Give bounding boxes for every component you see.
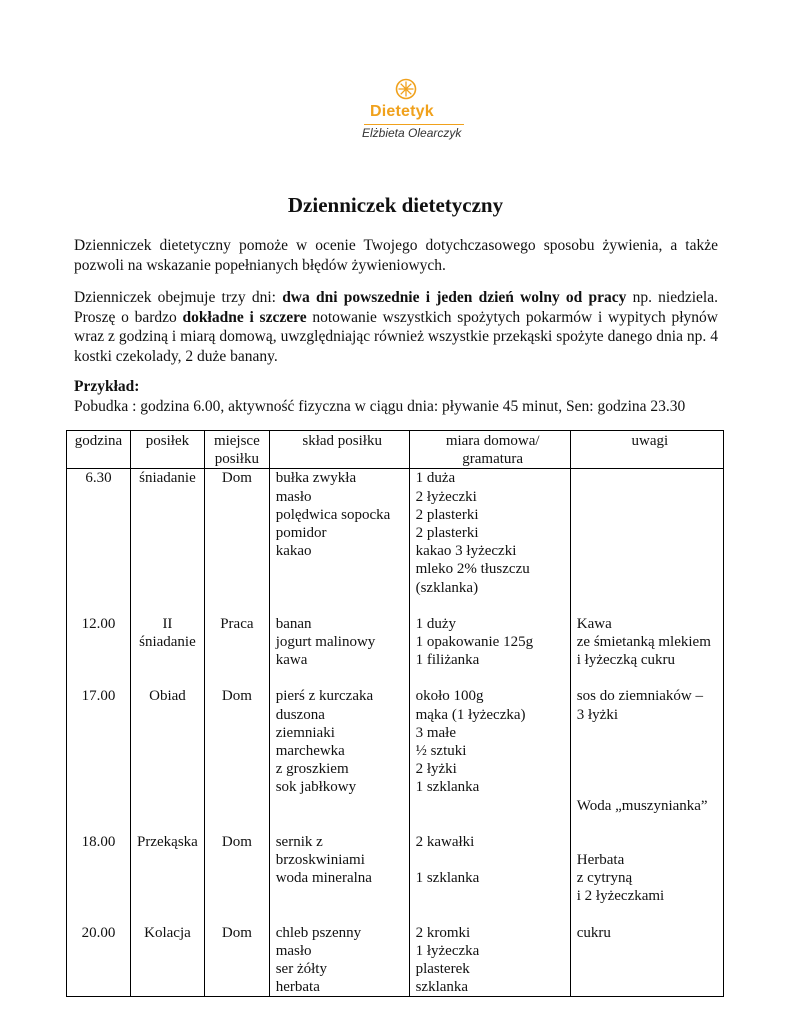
cell-place: [205, 833, 270, 924]
cell-notes-line: [577, 742, 723, 760]
cell-measure-line: mleko 2% tłuszczu: [415, 561, 530, 578]
cell-notes-line: i łyżeczką cukru: [576, 652, 676, 669]
instructions-text-3: notowanie wszystkich spożytych pokarmów i wypitych płynów wraz z godziną i miarą domową, uwzględniając również wszystkie przekąski spożyte danego dnia np. 4 kostki czekolady, 2 duże banany.: [74, 308, 718, 365]
cell-composition-line: duszona: [275, 706, 325, 723]
cell-meal: [130, 924, 204, 997]
cell-measure-line: 2 plasterki: [415, 506, 479, 523]
cell-measure-line: 2 plasterki: [415, 525, 479, 542]
example-line: Pobudka : godzina 6.00, aktywność fizyczna w ciągu dnia: pływanie 45 minut, Sen: godzina 23.30: [74, 397, 686, 415]
cell-time-line: 12.00: [81, 615, 116, 632]
instructions-bold-1: dwa dni powszednie i jeden dzień wolny od pracy: [282, 289, 627, 306]
cell-notes-line: z cytryną: [576, 870, 633, 887]
cell-composition-line: polędwica sopocka: [275, 506, 391, 523]
cell-place: [205, 924, 270, 997]
cell-measure-line: [416, 851, 570, 869]
cell-composition-line: sok jabłkowy: [275, 779, 357, 796]
cell-measure-line: 1 szklanka: [415, 779, 480, 796]
cell-meal-line: Przekąska: [137, 833, 198, 850]
table-row: [67, 833, 724, 924]
cell-composition-line: kakao: [275, 543, 312, 560]
cell-place-line: Dom: [221, 833, 252, 850]
cell-notes: [570, 469, 723, 615]
cell-measure-line: 1 opakowanie 125g: [415, 634, 534, 651]
cell-time: [67, 687, 131, 832]
cell-measure-line: 1 filiżanka: [415, 652, 480, 669]
cell-composition-line: masło: [275, 942, 312, 959]
instructions-text-1: Dzienniczek obejmuje trzy dni:: [74, 289, 283, 306]
cell-notes: [570, 615, 723, 688]
cell-place: [205, 687, 270, 832]
cell-measure-line: 3 małe: [415, 724, 456, 741]
header-measure: miara domowa/ gramatura: [409, 431, 570, 469]
cell-time-line: 20.00: [81, 924, 116, 941]
cell-meal-line: II: [162, 615, 173, 632]
cell-measure-line: szklanka: [415, 979, 469, 996]
cell-place-line: Praca: [220, 615, 254, 632]
citrus-slice-icon: [395, 78, 417, 100]
cell-notes-line: [577, 724, 723, 742]
cell-meal-line: Kolacja: [144, 924, 191, 941]
cell-measure-line: 2 łyżeczki: [415, 488, 477, 505]
cell-notes-line: cukru: [576, 924, 611, 941]
page-title: Dzienniczek dietetyczny: [287, 193, 504, 217]
cell-meal: [130, 469, 204, 615]
cell-composition-line: chleb pszenny: [275, 924, 362, 941]
cell-notes-line: [577, 833, 723, 851]
cell-composition-line: brzoskwiniami: [275, 852, 365, 868]
example-heading: Przykład:: [74, 378, 140, 395]
cell-time-line: 6.30: [85, 470, 112, 487]
cell-measure-line: 2 kromki: [415, 924, 471, 941]
cell-meal: [130, 615, 204, 688]
instructions-text-2: np. niedziela. Proszę o bardzo: [74, 289, 718, 326]
cell-time-line: 18.00: [81, 833, 116, 850]
cell-notes-line: [577, 778, 723, 796]
cell-place-line: Dom: [221, 470, 252, 487]
cell-measure: [409, 833, 570, 924]
cell-measure: [409, 687, 570, 832]
cell-notes: [570, 833, 723, 924]
cell-composition-line: kawa: [275, 652, 308, 669]
cell-place-line: Dom: [221, 924, 252, 941]
cell-composition: [269, 833, 409, 924]
cell-meal-line: Obiad: [149, 688, 186, 705]
header-notes: uwagi: [570, 431, 723, 469]
cell-notes-line: sos do ziemniaków –: [576, 688, 703, 705]
cell-notes-line: [577, 760, 723, 778]
cell-notes: [570, 687, 723, 832]
cell-meal-line: śniadanie: [139, 470, 196, 487]
cell-composition-line: masło: [275, 488, 312, 505]
example-section: [74, 377, 718, 416]
cell-place: [205, 469, 270, 615]
cell-composition-line: pomidor: [275, 525, 327, 542]
cell-time: [67, 469, 131, 615]
table-row: [67, 924, 724, 997]
intro-paragraph: Dzienniczek dietetyczny pomoże w ocenie Twojego dotychczasowego sposobu żywienia, a także pozwoli na wskazanie popełnianych błędów żywieniowych.: [74, 237, 718, 274]
cell-composition-line: sernik z: [275, 833, 323, 850]
cell-notes-line: ze śmietanką mlekiem: [576, 634, 711, 651]
cell-notes-line: Kawa: [576, 615, 612, 632]
cell-composition: [269, 615, 409, 688]
cell-measure-line: 2 kawałki: [415, 833, 475, 850]
logo-divider: [364, 124, 464, 125]
cell-notes-line: 3 łyżki: [576, 706, 619, 723]
logo-name: Elżbieta Olearczyk: [362, 126, 462, 140]
cell-time-line: 17.00: [81, 688, 116, 705]
logo: [340, 78, 480, 144]
cell-measure-line: kakao 3 łyżeczki: [415, 543, 517, 560]
cell-notes: [570, 924, 723, 997]
instructions-bold-2: dokładne i szczere: [182, 308, 307, 326]
cell-meal: [130, 687, 204, 832]
cell-meal: [130, 833, 204, 924]
cell-notes-line: Herbata: [576, 851, 625, 868]
cell-measure-line: (szklanka): [415, 579, 479, 596]
cell-composition-line: marchewka: [275, 743, 345, 760]
cell-measure-line: 1 szklanka: [415, 870, 480, 887]
cell-composition-line: pierś z kurczaka: [275, 688, 374, 705]
table-header-row: [67, 431, 724, 469]
diary-table: [66, 430, 724, 997]
instructions-paragraph: [74, 288, 718, 366]
table-row: [67, 615, 724, 688]
cell-measure-line: mąka (1 łyżeczka): [415, 706, 526, 723]
cell-time: [67, 924, 131, 997]
cell-composition-line: jogurt malinowy: [275, 634, 376, 651]
cell-measure: [409, 924, 570, 997]
cell-composition: [269, 924, 409, 997]
cell-composition-line: ser żółty: [275, 961, 327, 977]
cell-measure-line: około 100g: [415, 688, 484, 705]
cell-measure-line: 1 łyżeczka: [415, 942, 480, 959]
table-row: [67, 687, 724, 832]
cell-measure-line: ½ sztuki: [415, 743, 467, 760]
header-composition: skład posiłku: [269, 431, 409, 469]
header-time: godzina: [67, 431, 131, 469]
cell-measure: [409, 469, 570, 615]
cell-notes-line: Woda „muszynianka”: [576, 797, 708, 814]
cell-composition-line: z groszkiem: [275, 761, 349, 778]
logo-brand: Dietetyk: [370, 103, 434, 120]
cell-composition-line: woda mineralna: [275, 870, 372, 887]
cell-composition: [269, 469, 409, 615]
cell-place-line: Dom: [221, 688, 252, 705]
header-meal: posiłek: [130, 431, 204, 469]
cell-composition: [269, 687, 409, 832]
cell-meal-line: śniadanie: [139, 634, 196, 651]
cell-composition-line: bułka zwykła: [275, 470, 357, 487]
cell-measure-line: plasterek: [415, 961, 470, 977]
cell-measure-line: 1 duży: [415, 615, 457, 632]
cell-notes-line: i 2 łyżeczkami: [576, 888, 665, 905]
cell-measure-line: 2 łyżki: [415, 761, 457, 778]
cell-time: [67, 615, 131, 688]
cell-time: [67, 833, 131, 924]
cell-composition-line: banan: [275, 615, 312, 632]
table-row: [67, 469, 724, 615]
cell-measure-line: 1 duża: [415, 470, 456, 487]
cell-composition-line: ziemniaki: [275, 724, 335, 741]
cell-measure: [409, 615, 570, 688]
cell-composition-line: herbata: [275, 979, 320, 996]
header-place: miejsce posiłku: [205, 431, 270, 469]
cell-place: [205, 615, 270, 688]
